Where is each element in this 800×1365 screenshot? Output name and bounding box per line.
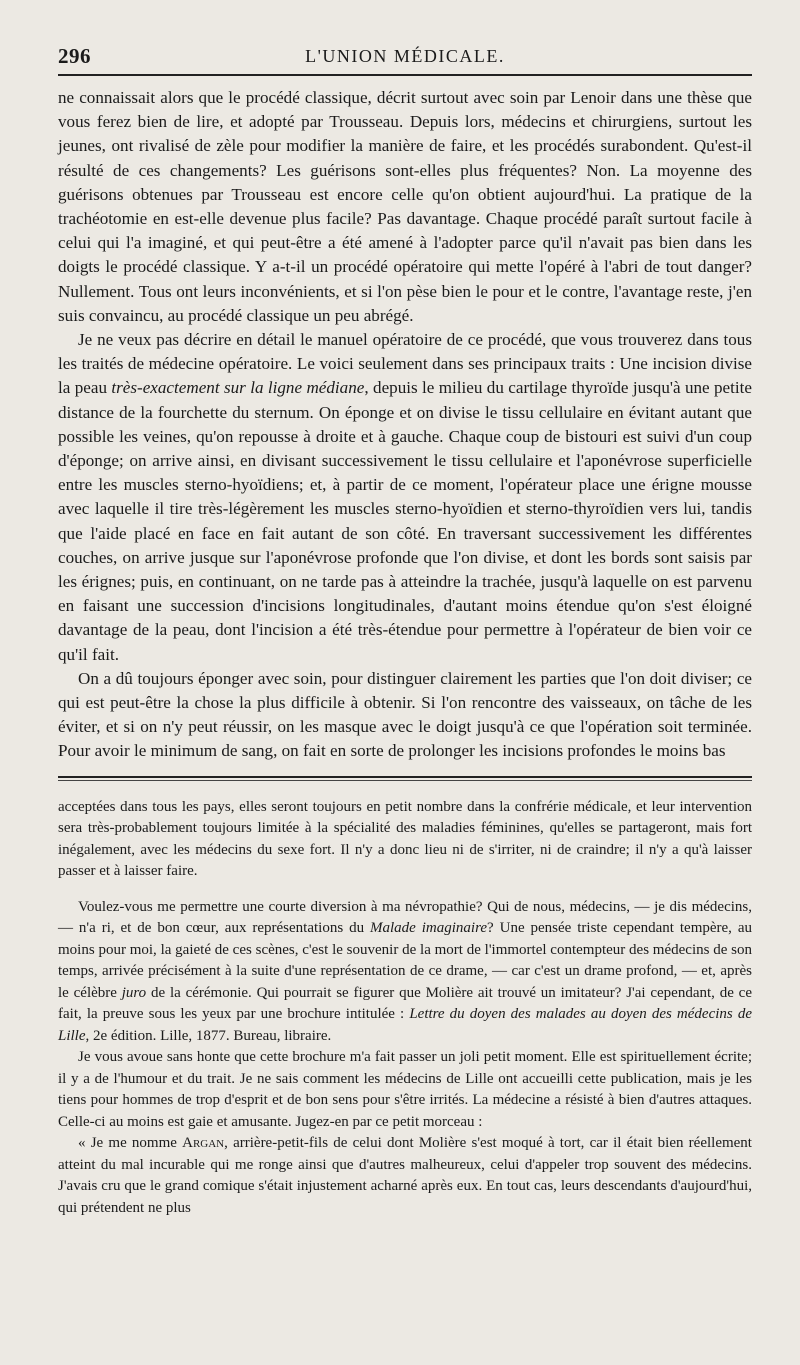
footnote-separator-thin <box>58 780 752 781</box>
running-title: L'UNION MÉDICALE. <box>305 46 505 66</box>
main-paragraph-1 <box>58 86 752 328</box>
note-paragraph-4-text-a: « Je me nomme <box>78 1135 183 1152</box>
main-paragraph-2-text-a: Je ne veux pas décrire en détail le manuel opératoire de ce procédé, que vous trouverez dans tous les traités de médecine opératoire. Le voici seulement dans ses principaux traits : Une incision divise la peau <box>58 330 752 398</box>
note-paragraph-2-text-c: de la cérémonie. Qui pourrait se figurer que Molière ait trouvé un imitateur? J'ai cependant, de ce fait, la preuve sous les yeux par une brochure intitulée : <box>58 984 752 1023</box>
note-paragraph-2-text-b: ? Une pensée triste cependant tempère, au moins pour moi, la gaieté de ces scènes, c'est le souvenir de la mort de l'immortel contempteur des médecins de son temps, arrivée précisément à la suite d'une représentation de ce drame, — car c'est un drame profond, — et, après le célèbre <box>58 920 752 1001</box>
note-paragraph-2-emphasis-juro: juro <box>121 984 147 1001</box>
note-paragraph-2-emphasis-title: Malade imaginaire <box>370 920 488 937</box>
note-paragraph-2-text-a: Voulez-vous me permettre une courte diversion à ma névropathie? Qui de nous, médecins, — je dis médecins, — n'a ri, et de bon cœur, aux représentations du <box>58 898 752 937</box>
note-paragraph-4 <box>58 1133 752 1219</box>
main-paragraph-2-text-b: , depuis le milieu du cartilage thyroïde jusqu'à une petite distance de la fourchette du sternum. On éponge et on divise le tissu cellulaire en évitant autant que possible les veines, qu'on repousse à droite et à gauche. Chaque coup de bistouri est suivi d'un coup d'éponge; on arrive ainsi, en divisant successivement le tissu cellulaire et l'aponévrose superficielle entre les muscles sterno-hyoïdiens; et, à partir de ce moment, l'opérateur place une érigne mousse avec laquelle il tire très-légèrement les muscles sterno-hyoïdien et sterno-thyroïdien vers lui, tandis que l'aide placé en face en fait autant de son côté. En traversant successivement les différentes couches, on arrive jusque sur l'aponévrose profonde que l'on divise, et dont les bords sont saisis par les érignes; puis, en continuant, on ne tarde pas à atteindre la trachée, jusqu'à laquelle on est parvenu en faisant une succession d'incisions longitudinales, d'autant moins étendue qu'on s'est éloigné davantage de la peau, dont l'incision a été très-étendue pour permettre à l'opérateur de bien voir ce qu'il fait. <box>58 378 752 664</box>
note-paragraph-1-text: acceptées dans tous les pays, elles seront toujours en petit nombre dans la confrérie médicale, et leur intervention sera très-probablement toujours limitée à la spécialité des maladies féminines, qu'elles se partageront, mais fort inégalement, avec les médecins du sexe fort. Il n'y a donc lieu ni de s'irriter, ni de craindre; il n'y a qu'à laisser passer et à laisser faire. <box>58 798 752 880</box>
feuilleton-text <box>58 797 752 1220</box>
footnote-separator-thick <box>58 776 752 778</box>
main-paragraph-3-text: On a dû toujours éponger avec soin, pour distinguer clairement les parties que l'on doit diviser; ce qui est peut-être la chose la plus difficile à obtenir. Si l'on rencontre des vaisseaux, on tâche de les éviter, et si on n'y peut réussir, on les masque avec le doigt jusqu'à ce que l'opération soit terminée. Pour avoir le minimum de sang, on fait en sorte de prolonger les incisions profondes le moins bas <box>58 668 752 761</box>
note-paragraph-2 <box>58 897 752 1048</box>
main-paragraph-2 <box>58 328 752 667</box>
main-paragraph-3 <box>58 667 752 764</box>
main-text <box>58 86 752 764</box>
main-paragraph-2-emphasis: très-exactement sur la ligne médiane <box>111 378 365 398</box>
note-paragraph-3-text: Je vous avoue sans honte que cette brochure m'a fait passer un joli petit moment. Elle est spirituellement écrite; il y a de l'humour et du trait. Je ne sais comment les médecins de Lille ont accueilli cette publication, mais je les tiens pour hommes de trop d'esprit et de bon sens pour s'être irrités. La médecine a résisté à bien d'autres attaques. Celle-ci au moins est gaie et amusante. Jugez-en par ce petit morceau : <box>58 1049 752 1130</box>
header-rule <box>58 74 752 76</box>
note-paragraph-4-text-b: , arrière-petit-fils de celui dont Molière s'est moqué à tort, car il était bien réellement atteint du mal incurable qui me ronge ainsi que d'autres malheureux, celui d'appeler trop souvent des médecins. J'avais cru que le grand comique s'était injustement acharné après eux. En tout cas, leurs descendants d'aujourd'hui, qui prétendent ne plus <box>58 1135 752 1216</box>
note-paragraph-2-emphasis-brochure: Lettre du doyen des malades au doyen des médecins de Lille <box>58 1006 752 1044</box>
main-paragraph-1-text: ne connaissait alors que le procédé classique, décrit surtout avec soin par Lenoir dans une thèse que vous ferez bien de lire, et adopté par Trousseau. Depuis lors, médecins et chirurgiens, surtout les jeunes, ont rivalisé de zèle pour modifier la manière de faire, et les procédés surabondent. Qu'est-il résulté de ces changements? Les guérisons sont-elles plus fréquentes? Non. La moyenne des guérisons obtenues par Trousseau est encore celle qu'on obtient aujourd'hui. La pratique de la trachéotomie en est-elle devenue plus facile? Pas davantage. Chaque procédé paraît surtout facile à celui qui l'a imaginé, et qui peut-être a été amené à l'adopter parce qu'il n'avait pas bien dans les doigts le procédé classique. Y a-t-il un procédé opératoire qui mette l'opéré à l'abri de tout danger? Nullement. Tous ont leurs inconvénients, et si l'on pèse bien le pour et le contre, l'avantage reste, j'en suis convaincu, au procédé classique un peu abrégé. <box>58 88 752 325</box>
note-paragraph-1 <box>58 797 752 883</box>
page-number: 296 <box>58 44 91 68</box>
page-header <box>58 40 752 74</box>
footnote-separator <box>58 776 752 781</box>
note-paragraph-3 <box>58 1047 752 1133</box>
note-paragraph-4-name: Argan <box>182 1135 225 1152</box>
note-paragraph-2-text-d: , 2e édition. Lille, 1877. Bureau, libraire. <box>85 1027 332 1044</box>
